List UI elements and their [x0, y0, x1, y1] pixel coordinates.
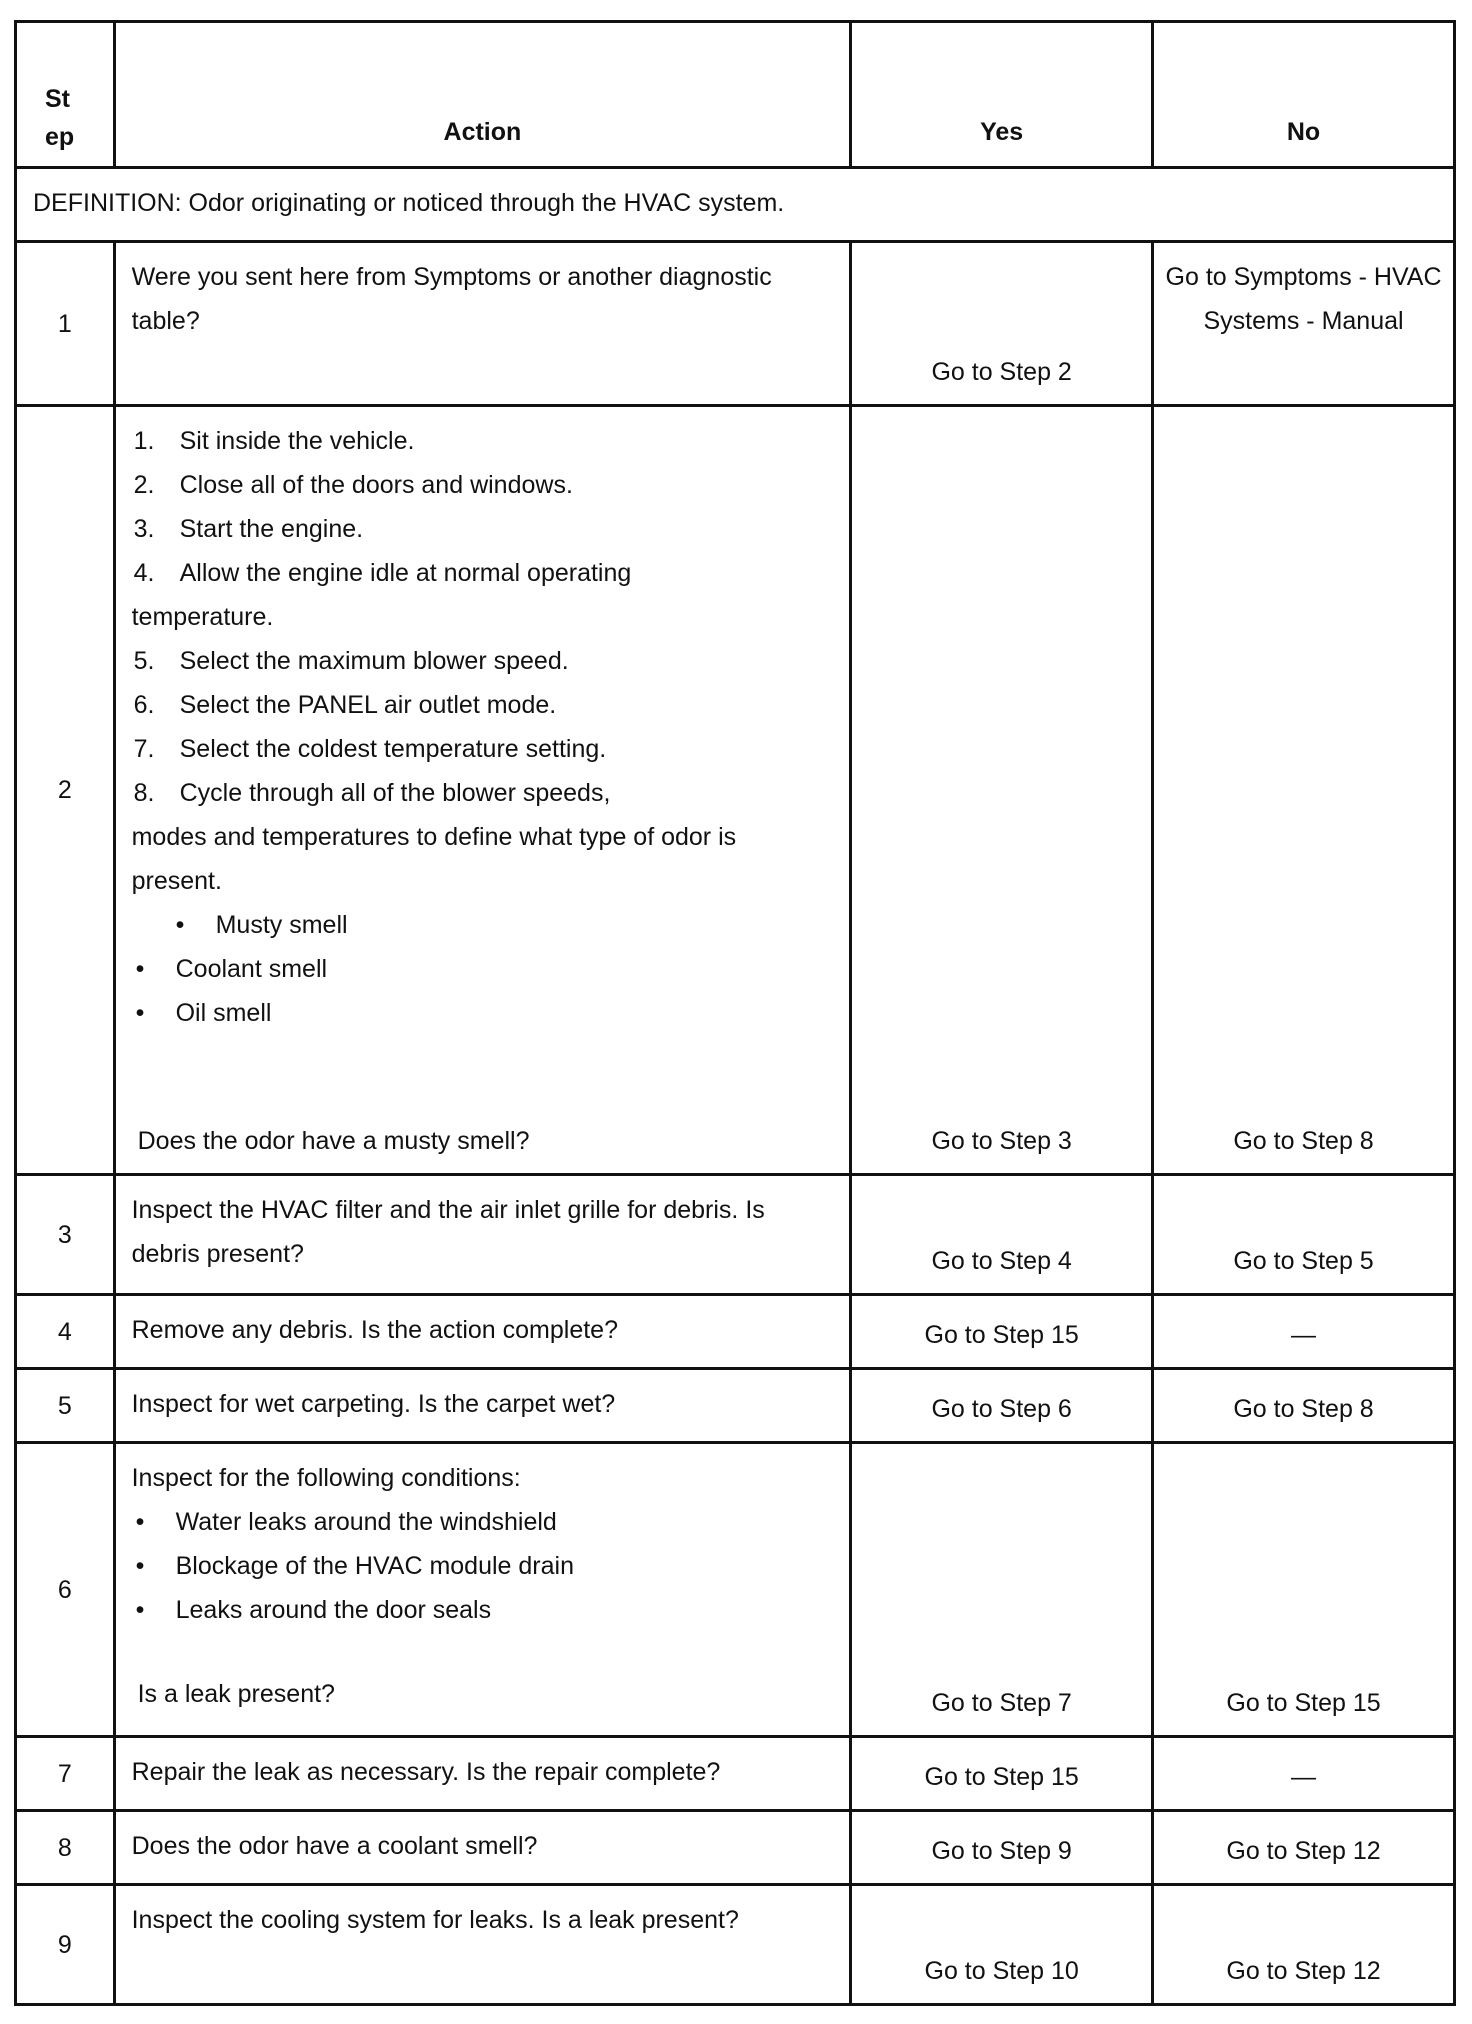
- header-row: [16, 22, 1455, 168]
- step-number: 6: [16, 1443, 115, 1737]
- table-row: [16, 242, 1455, 406]
- bullet-icon: •: [135, 1596, 145, 1624]
- step-number: 3: [16, 1175, 115, 1295]
- list-item: 4. Allow the engine idle at normal operating: [133, 559, 632, 587]
- step-number: 7: [16, 1737, 115, 1811]
- list-item: 2. Close all of the doors and windows.: [133, 471, 573, 499]
- action-text: Inspect for wet carpeting. Is the carpet wet?: [114, 1369, 851, 1443]
- bullet-item: • Leaks around the door seals: [132, 1588, 832, 1632]
- action-text: Does the odor have a coolant smell?: [114, 1811, 851, 1885]
- no-result: Go to Step 15: [1153, 1443, 1455, 1737]
- table-row: [16, 1811, 1455, 1885]
- table-row: [16, 1737, 1455, 1811]
- step-number: 8: [16, 1811, 115, 1885]
- no-result: Go to Step 8: [1153, 406, 1455, 1175]
- yes-result: Go to Step 15: [851, 1295, 1153, 1369]
- bullet-item: • Oil smell: [132, 991, 832, 1035]
- action-text: Inspect the HVAC filter and the air inlet grille for debris. Is debris present?: [114, 1175, 851, 1295]
- no-result: Go to Symptoms - HVAC Systems - Manual: [1153, 242, 1455, 406]
- list-item: 1. Sit inside the vehicle.: [133, 427, 415, 455]
- table-row: [16, 1443, 1455, 1737]
- diagnostic-table: [14, 20, 1456, 2006]
- action-text: Repair the leak as necessary. Is the repair complete?: [114, 1737, 851, 1811]
- intro-text: Inspect for the following conditions:: [131, 1464, 521, 1492]
- action-text: Remove any debris. Is the action complete?: [114, 1295, 851, 1369]
- no-result: —: [1153, 1737, 1455, 1811]
- yes-result: Go to Step 4: [851, 1175, 1153, 1295]
- yes-result: Go to Step 7: [851, 1443, 1153, 1737]
- bullet-icon: •: [175, 911, 185, 939]
- action-text: Were you sent here from Symptoms or another diagnostic table?: [114, 242, 851, 406]
- no-header: No: [1153, 22, 1455, 168]
- step-number: 5: [16, 1369, 115, 1443]
- list-item: 3. Start the engine.: [133, 515, 364, 543]
- step-number: 1: [16, 242, 115, 406]
- bullet-icon: •: [135, 1552, 145, 1580]
- step-header: St ep: [16, 22, 115, 168]
- action-cell: [114, 406, 851, 1175]
- bullet-icon: •: [135, 955, 145, 983]
- list-item: 6. Select the PANEL air outlet mode.: [133, 691, 557, 719]
- yes-result: Go to Step 9: [851, 1811, 1153, 1885]
- action-cell: [114, 1443, 851, 1737]
- no-result: Go to Step 5: [1153, 1175, 1455, 1295]
- definition-text: DEFINITION: Odor originating or noticed through the HVAC system.: [16, 168, 1455, 242]
- no-result: Go to Step 12: [1153, 1885, 1455, 2005]
- list-item-continuation: temperature.: [131, 603, 274, 631]
- yes-result: Go to Step 6: [851, 1369, 1153, 1443]
- table-row: [16, 1175, 1455, 1295]
- no-result: Go to Step 8: [1153, 1369, 1455, 1443]
- list-item: 5. Select the maximum blower speed.: [133, 647, 569, 675]
- yes-result: Go to Step 2: [851, 242, 1153, 406]
- no-result: —: [1153, 1295, 1455, 1369]
- table-row: [16, 1885, 1455, 2005]
- table-row: [16, 406, 1455, 1175]
- bullet-item: • Blockage of the HVAC module drain: [132, 1544, 832, 1588]
- bullet-icon: •: [135, 1508, 145, 1536]
- question-text: Does the odor have a musty smell?: [137, 1127, 530, 1155]
- step-number: 2: [16, 406, 115, 1175]
- bullet-item: • Water leaks around the windshield: [132, 1500, 832, 1544]
- bullet-item: • Coolant smell: [132, 947, 832, 991]
- list-item: 7. Select the coldest temperature setting.: [133, 735, 607, 763]
- table-row: [16, 1295, 1455, 1369]
- bullet-icon: •: [135, 999, 145, 1027]
- table-row: [16, 1369, 1455, 1443]
- step-number: 9: [16, 1885, 115, 2005]
- yes-header: Yes: [851, 22, 1153, 168]
- no-result: Go to Step 12: [1153, 1811, 1455, 1885]
- yes-result: Go to Step 10: [851, 1885, 1153, 2005]
- bullet-item: • Musty smell: [132, 903, 832, 947]
- definition-row: [16, 168, 1455, 242]
- action-text: Inspect the cooling system for leaks. Is a leak present?: [114, 1885, 851, 2005]
- step-number: 4: [16, 1295, 115, 1369]
- yes-result: Go to Step 3: [851, 406, 1153, 1175]
- question-text: Is a leak present?: [137, 1680, 335, 1708]
- yes-result: Go to Step 15: [851, 1737, 1153, 1811]
- list-item: 8. Cycle through all of the blower speeds,: [133, 779, 611, 807]
- action-header: Action: [114, 22, 851, 168]
- list-item-continuation: modes and temperatures to define what type of odor is present.: [131, 823, 737, 895]
